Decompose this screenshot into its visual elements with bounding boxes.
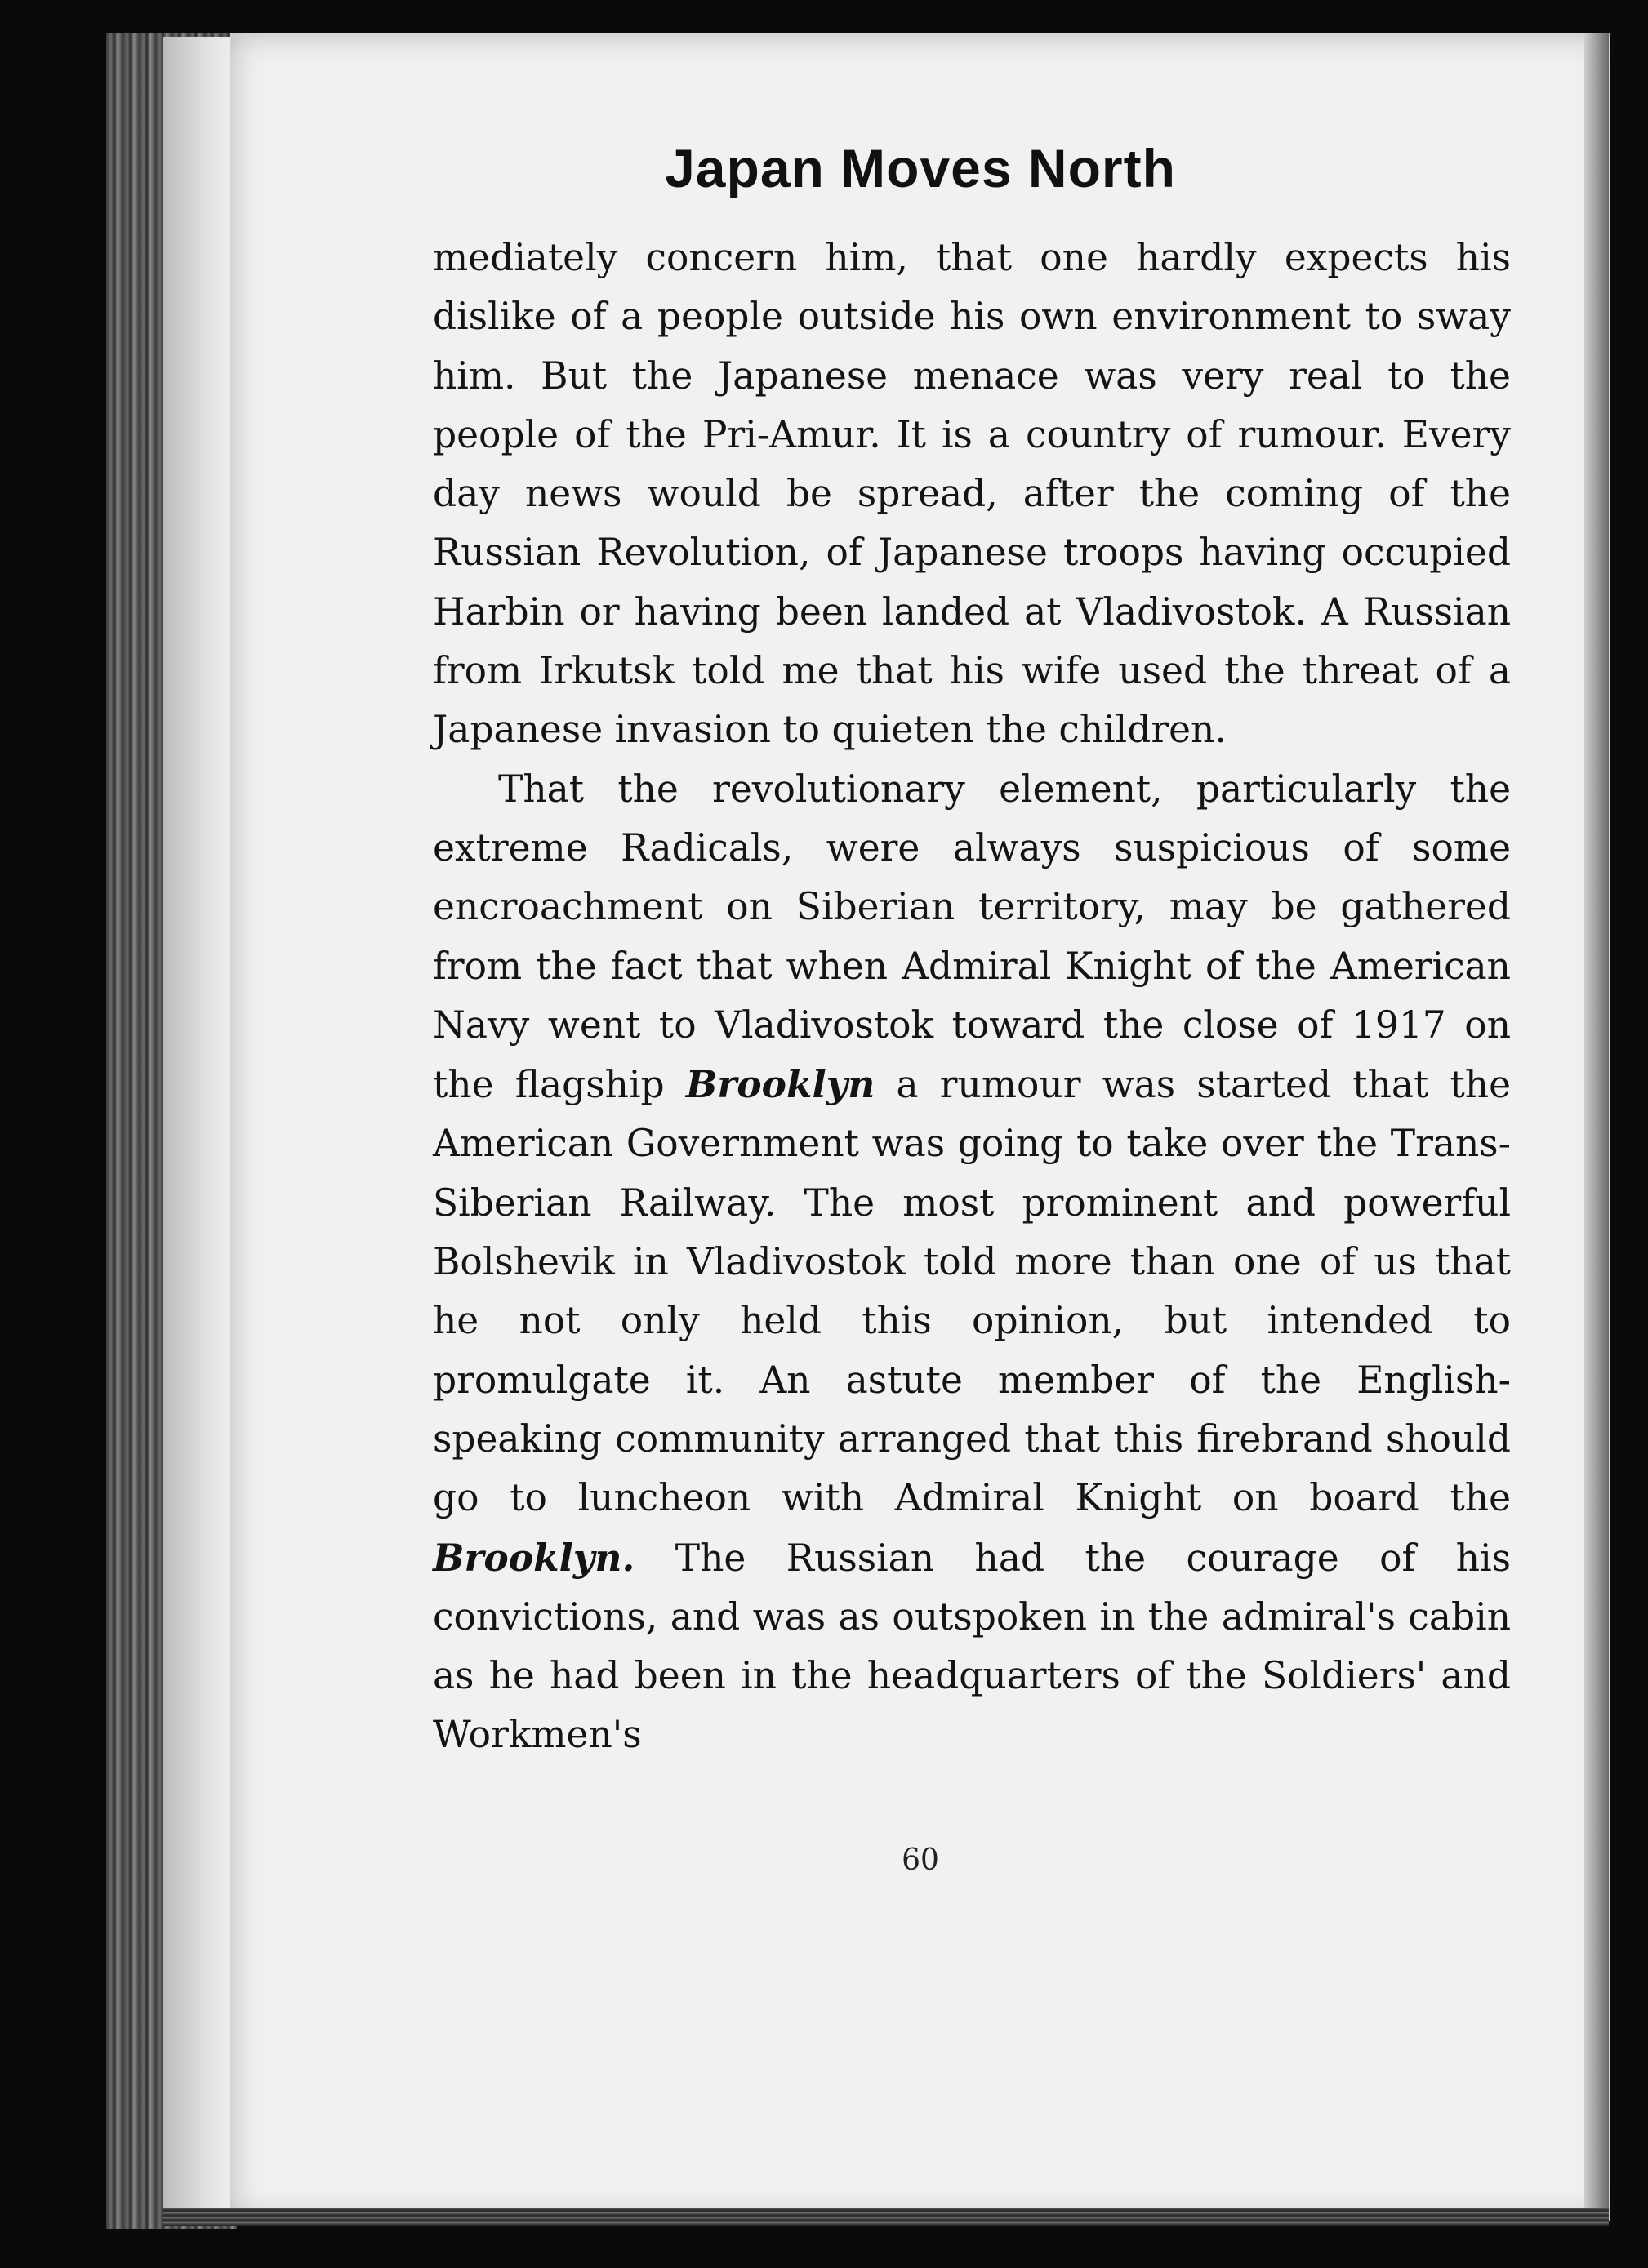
ship-name-italic: Brooklyn [685, 1062, 875, 1107]
paragraph-1 [433, 229, 1511, 760]
text-segment: The Russian had the courage of his convictions, and was as outspoken in the admiral's cabin as he had been in the headquarters of the Soldiers' and Workmen's [433, 1536, 1511, 1757]
page-right-edge [1584, 33, 1609, 2221]
ship-name-italic: Brooklyn. [433, 1535, 635, 1580]
page-number: 60 [902, 1843, 939, 1877]
text-segment: a rumour was started that the American Government was going to take over the Trans-Siberian Railway. The most prominent and powerful Bolshevik in Vladivostok told more than one of us that he not only held this opinion, but intended to promulgate it. An astute member of the English-speaking community arranged that this firebrand should go to luncheon with Admiral Knight on board the [433, 1063, 1511, 1520]
paragraph-2 [433, 760, 1511, 1765]
page-bottom-edge [163, 2208, 1609, 2226]
text-segment: mediately concern him, that one hardly expects his dislike of a people outside his own environment to sway him. But the Japanese menace was very real to the people of the Pri-Amur. It is a country of rumour. Every day news would be spread, after the coming of the Russian Revolution, of Japanese troops having occupied Harbin or having been landed at Vladivostok. A Russian from Irkutsk told me that his wife used the threat of a Japanese invasion to quieten the children. [433, 236, 1511, 752]
text-segment: That the revolutionary element, particularly the extreme Radicals, were always suspicious of some encroachment on Siberian territory, may be gathered from the fact that when Admiral Knight of the American Navy went to Vladivostok toward the close of 1917 on the flagship [433, 767, 1511, 1107]
running-head: Japan Moves North [665, 138, 1176, 198]
book-gutter [163, 37, 237, 2225]
body-text [433, 229, 1511, 1765]
